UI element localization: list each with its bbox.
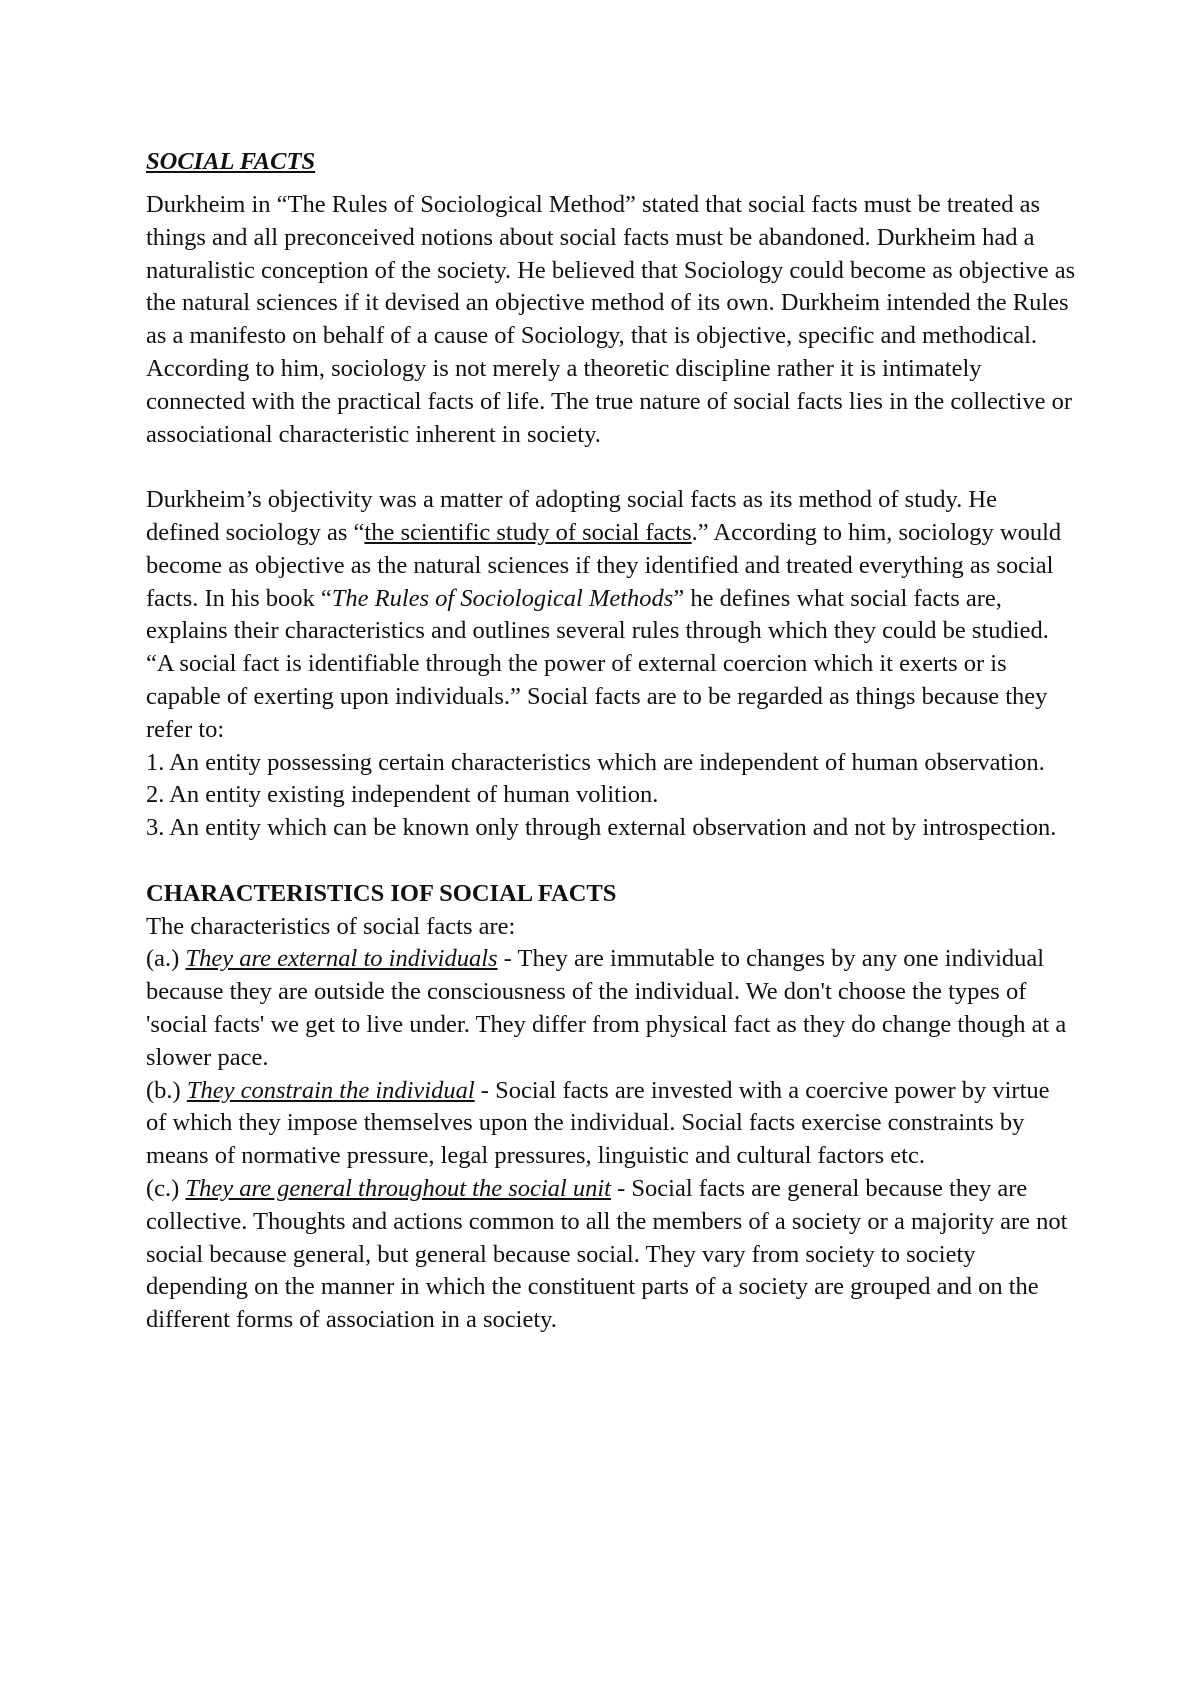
characteristic-title: They are external to individuals (185, 945, 498, 973)
list-item: 3. An entity which can be known only through external observation and not by introspection. (146, 814, 1057, 842)
paragraph-gap (146, 845, 1076, 878)
characteristic-text: - They are immutable to changes by any one individual because they are outside the consciousness of the individual. We don't choose the types of 'social facts' we get to live under. They differ from physical fact as they do change though at a slower pace. (146, 945, 1067, 1071)
paragraph-objectivity-part-b: .” According to him, sociology would become as objective as the natural sciences if they identified and treated everything as social facts. In his book “ (146, 518, 1062, 612)
characteristic-text: - Social facts are general because they are collective. Thoughts and actions common to all the members of a society or a majority are not social because general, but general because social. They vary from society to society depending on the manner in which the constituent parts of a society are grouped and on the different forms of association in a society. (146, 1174, 1068, 1334)
section-heading: CHARACTERISTICS IOF SOCIAL FACTS (146, 879, 617, 907)
document-title: SOCIAL FACTS (146, 148, 316, 175)
characteristic-label: (b.) (146, 1076, 187, 1104)
characteristic-label: (c.) (146, 1174, 186, 1202)
characteristic-title: They constrain the individual (186, 1076, 475, 1104)
document-page (146, 145, 1076, 1337)
paragraph-objectivity (146, 484, 1076, 746)
characteristic-item-c (146, 1173, 1076, 1337)
paragraph-objectivity-part-c: ” he defines what social facts are, explains their characteristics and outlines several rules through which they could be studied. “A social fact is identifiable through the power of external coercion which it exerts or is capable of exerting upon individuals.” Social facts are to be regarded as things because they refer to: (146, 584, 1049, 743)
sociology-definition-underlined: the scientific study of social facts (364, 518, 692, 546)
characteristic-label: (a.) (146, 945, 186, 973)
list-item: 1. An entity possessing certain characteristics which are independent of human observation. (146, 748, 1045, 776)
book-title-italic: The Rules of Sociological Methods (331, 584, 674, 612)
list-item: 2. An entity existing independent of human volition. (146, 781, 659, 809)
paragraph-gap (146, 451, 1076, 484)
characteristics-intro: The characteristics of social facts are: (146, 912, 516, 940)
characteristic-text: - Social facts are invested with a coercive power by virtue of which they impose themselves upon the individual. Social facts exercise constraints by means of normative pressure, legal pressures, linguistic and cultural factors etc. (146, 1076, 1050, 1170)
paragraph-objectivity-part-a: Durkheim’s objectivity was a matter of adopting social facts as its method of study. He defined sociology as “ (146, 486, 997, 546)
paragraph-intro: Durkheim in “The Rules of Sociological Method” stated that social facts must be treated as things and all preconceived notions about social facts must be abandoned. Durkheim had a naturalistic conception of the society. He believed that Sociology could become as objective as the natural sciences if it devised an objective method of its own. Durkheim intended the Rules as a manifesto on behalf of a cause of Sociology, that is objective, specific and methodical. According to him, sociology is not merely a theoretic discipline rather it is intimately connected with the practical facts of life. The true nature of social facts lies in the collective or associational characteristic inherent in society. (146, 191, 1076, 448)
characteristic-item-a (146, 943, 1076, 1074)
characteristic-title: They are general throughout the social unit (185, 1174, 611, 1202)
characteristic-item-b (146, 1075, 1076, 1173)
